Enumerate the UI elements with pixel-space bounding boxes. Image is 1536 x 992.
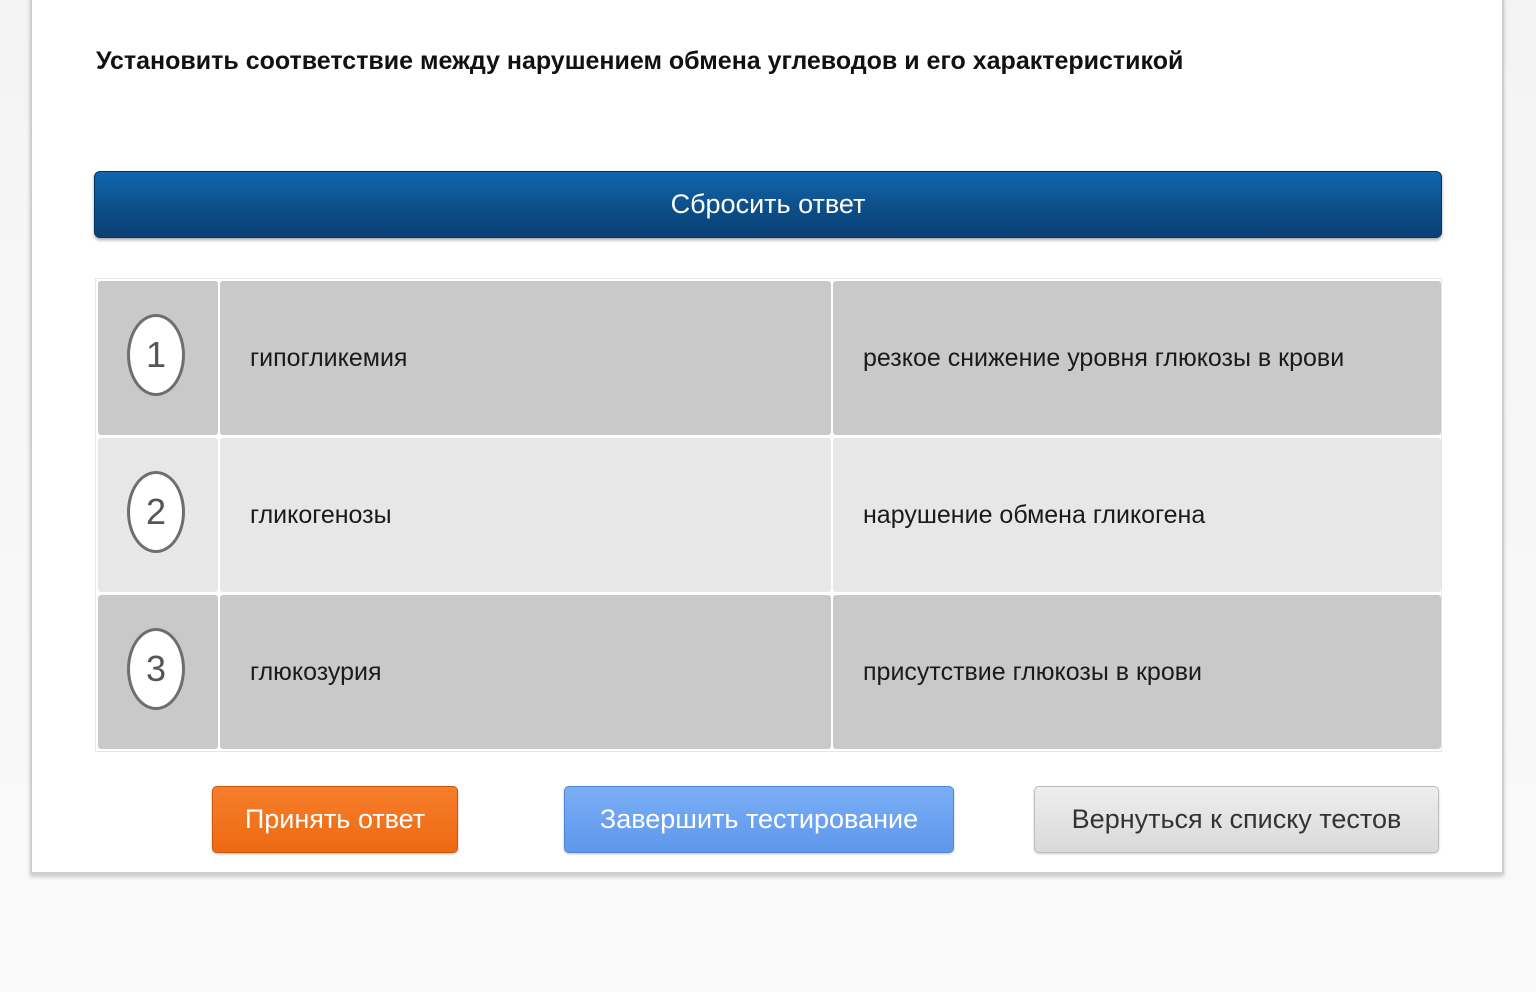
row-number-badge: 3 bbox=[127, 628, 185, 710]
row-number-badge: 1 bbox=[127, 314, 185, 396]
test-panel bbox=[30, 0, 1504, 874]
match-row-1 bbox=[98, 281, 1441, 435]
definition-cell[interactable] bbox=[833, 595, 1441, 749]
definition-text: резкое снижение уровня глюкозы в крови bbox=[863, 344, 1345, 372]
row-number-badge: 2 bbox=[127, 471, 185, 553]
row-number-cell bbox=[98, 281, 218, 435]
term-cell[interactable] bbox=[220, 438, 831, 592]
match-table bbox=[95, 278, 1442, 752]
term-text: гликогенозы bbox=[250, 501, 392, 529]
match-row-2 bbox=[98, 438, 1441, 592]
row-number-cell bbox=[98, 595, 218, 749]
term-text: глюкозурия bbox=[250, 658, 382, 686]
question-title: Установить соответствие между нарушением обмена углеводов и его характеристикой bbox=[96, 47, 1184, 75]
definition-text: нарушение обмена гликогена bbox=[863, 501, 1206, 529]
definition-cell[interactable] bbox=[833, 438, 1441, 592]
match-row-3 bbox=[98, 595, 1441, 749]
definition-text: присутствие глюкозы в крови bbox=[863, 658, 1202, 686]
reset-answer-button[interactable]: Сбросить ответ bbox=[94, 171, 1442, 238]
accept-answer-button[interactable]: Принять ответ bbox=[212, 786, 458, 853]
term-cell[interactable] bbox=[220, 595, 831, 749]
term-cell[interactable] bbox=[220, 281, 831, 435]
row-number-cell bbox=[98, 438, 218, 592]
definition-cell[interactable] bbox=[833, 281, 1441, 435]
term-text: гипогликемия bbox=[250, 344, 408, 372]
back-to-tests-button[interactable]: Вернуться к списку тестов bbox=[1034, 786, 1439, 853]
finish-testing-button[interactable]: Завершить тестирование bbox=[564, 786, 954, 853]
